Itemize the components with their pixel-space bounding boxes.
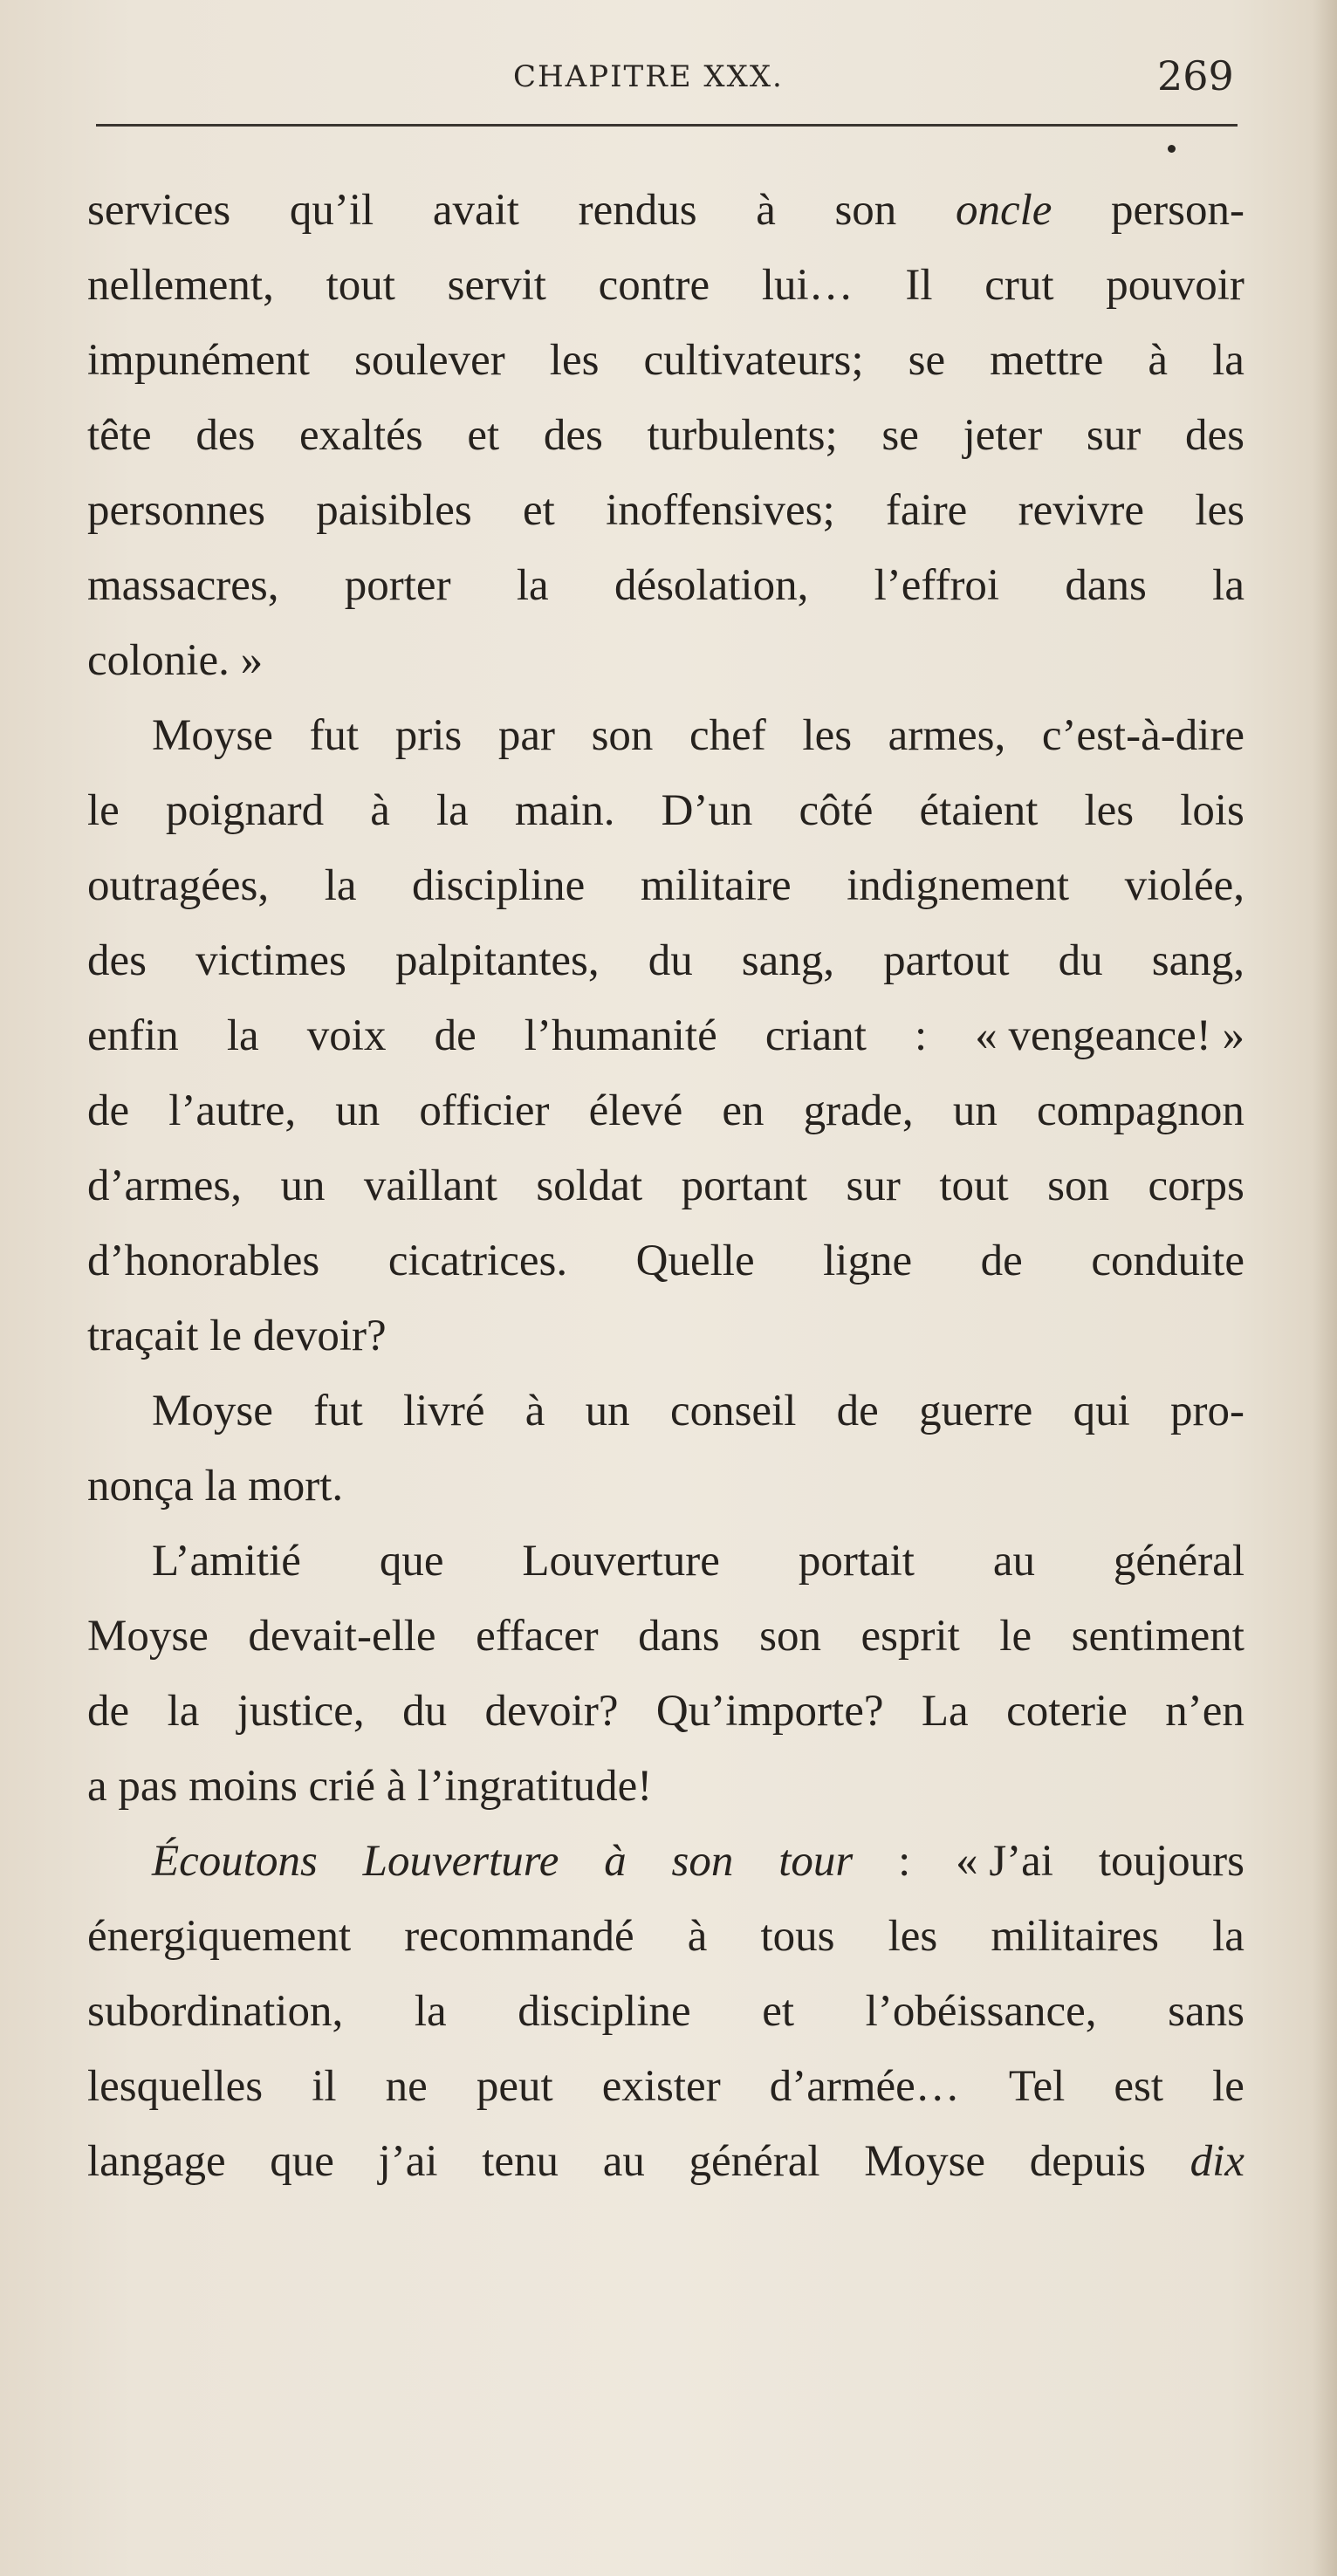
word: Qu’importe? [655, 1687, 884, 1736]
ink-speck [1168, 145, 1176, 153]
text-line [87, 773, 1244, 848]
word: Louverture [362, 1837, 559, 1886]
word: et [523, 486, 555, 535]
page-edge-shadow [1313, 0, 1337, 2576]
text-line [87, 248, 1244, 323]
word: avait [432, 186, 519, 235]
word: un [335, 1086, 381, 1135]
word: son [834, 186, 897, 235]
word: services [87, 186, 231, 235]
word: depuis [1029, 2137, 1146, 2186]
word: et [467, 411, 500, 460]
body-text [87, 173, 1244, 2199]
word: il [312, 2062, 337, 2111]
word: soldat [536, 1161, 643, 1210]
word: militaires [991, 1912, 1159, 1961]
word: devait-elle [248, 1612, 436, 1661]
word: la [516, 561, 549, 610]
word: à [525, 1387, 545, 1435]
word: la [324, 861, 357, 910]
word: nonça la mort. [87, 1462, 344, 1511]
word: les [1195, 486, 1244, 535]
word: criant [764, 1011, 867, 1060]
word: pouvoir [1106, 261, 1244, 310]
word: étaient [919, 786, 1039, 835]
word: compagnon [1036, 1086, 1244, 1135]
word: tenu [482, 2137, 559, 2186]
word: de [836, 1387, 879, 1435]
word: c’est-à-dire [1041, 711, 1244, 760]
word: de [434, 1011, 477, 1060]
word: toujours [1098, 1837, 1244, 1886]
text-line [87, 1674, 1244, 1749]
running-head [0, 47, 1337, 117]
word: tête [87, 411, 152, 460]
word: le [87, 786, 120, 835]
word: au [602, 2137, 645, 2186]
word: Moyse [87, 1612, 209, 1661]
word: les [549, 336, 600, 385]
word: désolation, [614, 561, 809, 610]
text-line [87, 623, 1244, 698]
text-line [87, 548, 1244, 623]
word: tous [760, 1912, 835, 1961]
word: palpitantes, [394, 936, 600, 985]
word: contre [598, 261, 710, 310]
word: qu’il [289, 186, 374, 235]
word: voix [306, 1011, 387, 1060]
text-line [87, 998, 1244, 1073]
word: cultivateurs; [643, 336, 864, 385]
word: oncle [955, 186, 1052, 235]
word: pro- [1170, 1387, 1244, 1435]
word: grade, [803, 1086, 914, 1135]
word: la [226, 1011, 259, 1060]
word: de [87, 1086, 130, 1135]
word: les [802, 711, 853, 760]
word: tout [326, 261, 395, 310]
word: armes, [888, 711, 1006, 760]
word: la [167, 1687, 200, 1736]
word: le [999, 1612, 1032, 1661]
text-line [87, 1148, 1244, 1223]
word: conduite [1091, 1237, 1244, 1285]
text-line [87, 1449, 1244, 1524]
word: sentiment [1071, 1612, 1244, 1661]
word: L’amitié [152, 1537, 301, 1586]
word: servit [447, 261, 546, 310]
text-line [87, 1073, 1244, 1148]
word: est [1114, 2062, 1164, 2111]
word: des [543, 411, 603, 460]
word: un [952, 1086, 998, 1135]
word: sur [1086, 411, 1142, 460]
word: des [87, 936, 147, 985]
word: person- [1111, 186, 1244, 235]
word: de [87, 1687, 130, 1736]
text-line [87, 698, 1244, 773]
word: turbulents; [647, 411, 838, 460]
word: Moyse [152, 711, 273, 760]
word: du [648, 936, 693, 985]
word: son [591, 711, 654, 760]
word: colonie. » [87, 636, 264, 685]
word: se [881, 411, 919, 460]
word: : [898, 1837, 911, 1886]
word: en [722, 1086, 764, 1135]
word: chef [689, 711, 766, 760]
word: lois [1180, 786, 1244, 835]
text-line [87, 173, 1244, 248]
word: tour [778, 1837, 854, 1886]
word: un [280, 1161, 326, 1210]
word: victimes [195, 936, 346, 985]
word: à [604, 1837, 627, 1886]
word: d’armes, [87, 1161, 243, 1210]
word: massacres, [87, 561, 279, 610]
word: ligne [823, 1237, 913, 1285]
word: lui… [761, 261, 854, 310]
word: énergiquement [87, 1912, 352, 1961]
word: poignard [165, 786, 325, 835]
word: justice, [237, 1687, 365, 1736]
text-line [87, 323, 1244, 398]
text-line [87, 1298, 1244, 1374]
text-line [87, 1749, 1244, 1824]
word: partout [883, 936, 1010, 985]
word: à [687, 1912, 708, 1961]
word: la [1212, 561, 1244, 610]
word: à [370, 786, 390, 835]
word: Écoutons [152, 1837, 318, 1886]
word: des [195, 411, 256, 460]
word: peut [476, 2062, 553, 2111]
word: discipline [518, 1987, 691, 2036]
word: nellement, [87, 261, 274, 310]
word: général [1113, 1537, 1244, 1586]
word: personnes [87, 486, 265, 535]
word: les [888, 1912, 938, 1961]
word: militaire [640, 861, 792, 910]
text-line [87, 1374, 1244, 1449]
text-line [87, 1824, 1244, 1899]
word: coterie [1006, 1687, 1128, 1736]
word: revivre [1018, 486, 1145, 535]
word: que [270, 2137, 334, 2186]
word: sur [846, 1161, 901, 1210]
word: général [689, 2137, 820, 2186]
word: recommandé [404, 1912, 634, 1961]
word: dix [1190, 2137, 1244, 2186]
header-rule [96, 124, 1238, 127]
word: côté [799, 786, 874, 835]
text-line [87, 848, 1244, 923]
text-line [87, 2049, 1244, 2124]
word: à [756, 186, 776, 235]
word: sang, [741, 936, 835, 985]
word: un [585, 1387, 630, 1435]
word: langage [87, 2137, 226, 2186]
word: son [671, 1837, 734, 1886]
text-line [87, 1599, 1244, 1674]
page-number: 269 [1157, 52, 1234, 99]
word: traçait le devoir? [87, 1312, 387, 1360]
word: livré [403, 1387, 485, 1435]
word: « vengeance! » [975, 1011, 1244, 1060]
word: dans [638, 1612, 720, 1661]
word: discipline [412, 861, 586, 910]
word: exister [601, 2062, 721, 2111]
word: faire [885, 486, 968, 535]
word: j’ai [378, 2137, 438, 2186]
word: des [1184, 411, 1244, 460]
word: conseil [669, 1387, 797, 1435]
word: d’honorables [87, 1237, 320, 1285]
word: Tel [1008, 2062, 1066, 2111]
word: la [1212, 336, 1244, 385]
word: l’humanité [524, 1011, 717, 1060]
word: et [762, 1987, 795, 2036]
word: le [1212, 2062, 1244, 2111]
word: devoir? [484, 1687, 619, 1736]
text-line [87, 1974, 1244, 2049]
word: exaltés [299, 411, 423, 460]
word: son [759, 1612, 821, 1661]
word: au [992, 1537, 1036, 1586]
word: par [497, 711, 555, 760]
word: enfin [87, 1011, 179, 1060]
word: portant [681, 1161, 808, 1210]
word: impunément [87, 336, 310, 385]
word: cicatrices. [387, 1237, 568, 1285]
text-line [87, 923, 1244, 998]
word: a pas moins crié à l’ingratitude! [87, 1762, 653, 1811]
word: dans [1065, 561, 1147, 610]
word: Moyse [864, 2137, 986, 2186]
word: du [402, 1687, 448, 1736]
word: corps [1148, 1161, 1244, 1210]
text-line [87, 1899, 1244, 1974]
word: D’un [661, 786, 753, 835]
word: l’obéissance, [865, 1987, 1097, 2036]
word: sang, [1151, 936, 1244, 985]
word: porter [344, 561, 451, 610]
word: jeter [963, 411, 1043, 460]
word: à [1148, 336, 1169, 385]
word: du [1058, 936, 1103, 985]
word: guerre [919, 1387, 1033, 1435]
word: les [1084, 786, 1135, 835]
word: sans [1168, 1987, 1244, 2036]
word: outragées, [87, 861, 270, 910]
word: Louverture [522, 1537, 720, 1586]
word: crut [984, 261, 1054, 310]
word: « J’ai [956, 1837, 1053, 1886]
word: que [379, 1537, 444, 1586]
word: portait [798, 1537, 915, 1586]
word: fut [313, 1387, 363, 1435]
word: : [915, 1011, 928, 1060]
text-line [87, 473, 1244, 548]
word: qui [1073, 1387, 1130, 1435]
word: pris [394, 711, 463, 760]
word: l’effroi [874, 561, 1000, 610]
word: main. [514, 786, 615, 835]
word: la [435, 786, 469, 835]
word: tout [939, 1161, 1009, 1210]
text-line [87, 398, 1244, 473]
word: Il [905, 261, 933, 310]
word: vaillant [363, 1161, 497, 1210]
word: la [1212, 1912, 1244, 1961]
word: soulever [353, 336, 505, 385]
word: indignement [847, 861, 1070, 910]
word: inoffensives; [606, 486, 835, 535]
word: élevé [588, 1086, 683, 1135]
word: de [980, 1237, 1023, 1285]
word: son [1047, 1161, 1109, 1210]
word: officier [419, 1086, 550, 1135]
word: la [414, 1987, 447, 2036]
word: l’autre, [168, 1086, 297, 1135]
word: se [908, 336, 946, 385]
word: La [921, 1687, 969, 1736]
text-line [87, 1223, 1244, 1298]
word: lesquelles [87, 2062, 264, 2111]
word: n’en [1165, 1687, 1244, 1736]
text-line [87, 2124, 1244, 2199]
word: rendus [578, 186, 697, 235]
word: esprit [860, 1612, 960, 1661]
word: effacer [476, 1612, 599, 1661]
chapter-title: CHAPITRE XXX. [513, 59, 784, 94]
text-line [87, 1524, 1244, 1599]
word: violée, [1124, 861, 1244, 910]
word: ne [385, 2062, 428, 2111]
word: d’armée… [769, 2062, 960, 2111]
word: subordination, [87, 1987, 344, 2036]
word: fut [309, 711, 360, 760]
word: mettre [990, 336, 1104, 385]
word: Quelle [635, 1237, 755, 1285]
word: Moyse [152, 1387, 273, 1435]
word: paisibles [316, 486, 472, 535]
